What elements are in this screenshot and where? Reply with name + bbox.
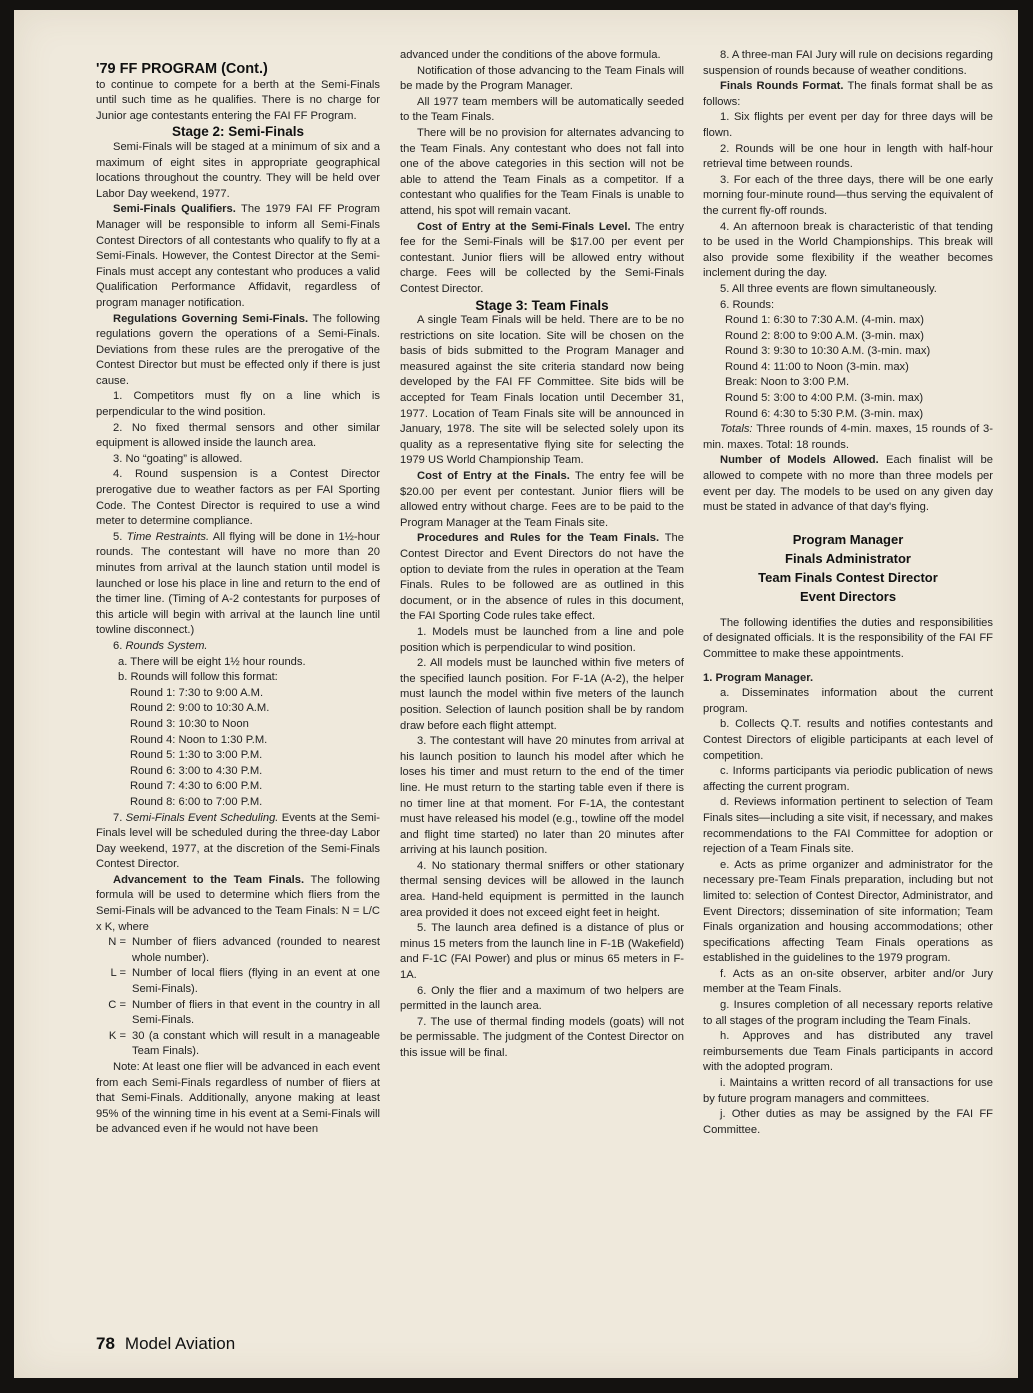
list-item: a. There will be eight 1½ hour rounds. xyxy=(118,655,306,668)
definition-text: Number of fliers in that event in the country in all Semi-Finals. xyxy=(132,998,380,1027)
paragraph: 6. Only the flier and a maximum of two helpers are permitted in the launch area. xyxy=(400,984,684,1013)
paragraph: All 1977 team members will be automatically seeded to the Team Finals. xyxy=(400,95,684,124)
paragraph: 3. No “goating” is allowed. xyxy=(113,452,243,465)
program-manager-heading xyxy=(703,671,993,687)
round-item: Round 6: 3:00 to 4:30 P.M. xyxy=(130,764,263,777)
definition-text: Number of fliers advanced (rounded to nearest whole number). xyxy=(132,936,380,964)
paragraph: A single Team Finals will be held. There are to be no restrictions on site location. Site will be chosen on the basis of bids submitted to the Program Manager and measured against the site criteria standard now being developed by the FAI FF Committee. Site bids will be accepted for Team Finals location until December 31, 1977. Location of Team Finals site will be announced in January, 1978. The site will be selected solely upon its quality as a representative flying site for selecting the 1979 US World Championship Team. xyxy=(400,314,684,467)
paragraph: Notification of those advancing to the Team Finals will be made by the Program Manager. xyxy=(400,64,684,93)
magazine-name: Model Aviation xyxy=(124,1334,236,1353)
officials-heading xyxy=(703,530,993,606)
paragraph: 7. The use of thermal finding models (goats) will not be permissable. The judgment of the Contest Director on this issue will be final. xyxy=(400,1015,684,1059)
duty-item: g. Insures completion of all necessary reports relative to all stages of the program including the Team Finals. xyxy=(703,999,993,1027)
officials-heading-line: Event Directors xyxy=(799,588,897,604)
paragraph: 2. Rounds will be one hour in length with half-hour retrieval time between rounds. xyxy=(703,142,993,171)
duty-item: b. Collects Q.T. results and notifies contestants and Contest Directors of eligible participants at each level of competition. xyxy=(703,718,993,762)
duty-item: c. Informs participants via periodic publication of news affecting the current program. xyxy=(703,765,993,793)
duty-item: f. Acts as an on-site observer, arbiter and/or Jury member at the Team Finals. xyxy=(703,967,993,996)
paragraph-text: Three rounds of 4-min. maxes, 15 rounds of 3-min. maxes. Total: 18 rounds. xyxy=(703,423,993,451)
item-number: 7. xyxy=(113,811,126,824)
paragraph xyxy=(703,453,993,515)
paragraph: 4. No stationary thermal sniffers or other stationary thermal sensing devices will be allowed in the launch area. Hand-held equipment is permitted in the launch area provided it does not exceed eight feet in height. xyxy=(400,859,684,919)
paragraph xyxy=(703,422,993,453)
round-item: Round 3: 10:30 to Noon xyxy=(130,717,249,730)
run-in-heading: Number of Models Allowed. xyxy=(720,454,879,467)
round-item: Round 2: 9:00 to 10:30 A.M. xyxy=(130,702,270,715)
paragraph-text: The 1979 FAI FF Program Manager will be responsible to inform all Semi-Finals Contest Directors of all contestants who qualify to fly at a Semi-Finals. However, the Contest Director at the Semi-Finals must accept any contestant who produces a valid Qualification Performance Affidavit, regardless of program manager notification. xyxy=(96,203,380,309)
paragraph: 4. An afternoon break is characteristic of that tending to be used in the World Championships. This break will also provide some flexibility if the weather becomes inclement during the day. xyxy=(703,220,993,280)
paragraph-text: The following formula will be used to determine which fliers from the Semi-Finals will be advanced to the Team Finals: N = L/C x K, where xyxy=(96,873,381,933)
paragraph: The following identifies the duties and responsibilities of designated officials. It is the responsibility of the FAI FF Committee to make these appointments. xyxy=(703,616,993,660)
paragraph: 1. Six flights per event per day for three days will be flown. xyxy=(703,111,993,139)
paragraph xyxy=(703,79,993,110)
round-item: Round 2: 8:00 to 9:00 A.M. (3-min. max) xyxy=(725,329,924,342)
officials-heading-line: Program Manager xyxy=(792,531,904,547)
paragraph xyxy=(96,202,380,311)
column-3 xyxy=(703,48,993,1138)
paragraph xyxy=(400,220,684,298)
italic-heading: Rounds System. xyxy=(125,639,208,652)
item-number: 6. xyxy=(113,639,126,652)
paragraph-text: Each finalist will be allowed to compete with no more than three models per event per day. The models to be used on any given day must be stated in advance of that day's flying. xyxy=(703,454,993,514)
definition-text: Number of local fliers (flying in an event at one Semi-Finals). xyxy=(132,967,380,996)
definition-text: 30 (a constant which will result in a manageable Team Finals). xyxy=(132,1029,380,1058)
page-number: 78 xyxy=(96,1334,115,1353)
section-heading-stage-2: Stage 2: Semi-Finals xyxy=(171,124,305,140)
round-item: Round 4: Noon to 1:30 P.M. xyxy=(130,733,268,746)
semi-finals-rounds-list xyxy=(118,655,380,811)
paragraph: 4. Round suspension is a Contest Director prerogative due to weather factors as per FAI Sporting Code. The Contest Director is required to use a wind meter to determine compliance. xyxy=(96,468,380,528)
paragraph: 2. All models must be launched within five meters of the specified launch position. For F-1A (A-2), the helper must launch the model within five meters of the launch position. Selection of launch position shall be by random draw before each flight attempt. xyxy=(400,657,684,732)
paragraph: 3. The contestant will have 20 minutes from arrival at his launch position to launch his model after which he loses his timer and must return to the end of the timer line. He must return to the starting table even if there is no timer line at that moment. For F-1A, the contestant must have released his model (e.g., towline off the model and flight time started) no later than 20 minutes after arriving at his launch position. xyxy=(400,735,684,857)
run-in-heading: Cost of Entry at the Finals. xyxy=(417,470,570,483)
paragraph: 2. No fixed thermal sensors and other similar equipment is allowed inside the launch area. xyxy=(96,421,380,450)
paragraph: advanced under the conditions of the above formula. xyxy=(400,49,661,61)
paragraph: 1. Competitors must fly on a line which is perpendicular to the wind position. xyxy=(96,390,380,419)
paragraph xyxy=(96,811,380,873)
definition-symbol: C = xyxy=(108,998,126,1011)
paragraph: 8. A three-man FAI Jury will rule on decisions regarding suspension of rounds because of weather conditions. xyxy=(703,49,993,77)
paragraph-text: The finals format shall be as follows: xyxy=(703,80,993,108)
round-item: Round 5: 3:00 to 4:00 P.M. (3-min. max) xyxy=(725,392,924,405)
officials-heading-line: Team Finals Contest Director xyxy=(758,569,938,585)
duty-item: d. Reviews information pertinent to selection of Team Finals sites—including a site visit, if necessary, and makes recommendations to the FAI Committee for adoption or rejection of a Team Finals site. xyxy=(703,796,993,856)
definition-row xyxy=(96,966,380,997)
duty-item: i. Maintains a written record of all transactions for use by future program managers and committees. xyxy=(703,1077,993,1105)
definition-row xyxy=(96,1029,380,1060)
paragraph: 5. All three events are flown simultaneously. xyxy=(720,282,937,295)
italic-heading: Semi-Finals Event Scheduling. xyxy=(125,811,279,824)
paragraph: 5. The launch area defined is a distance of plus or minus 15 meters from the launch line in F-1B (Wakefield) and F-1C (FAI Power) and plus or minus 65 meters in F-1A. xyxy=(400,922,684,982)
paragraph: 3. For each of the three days, there will be one early morning four-minute round—thus serving the equivalent of the current fly-off rounds. xyxy=(703,173,993,217)
magazine-page xyxy=(14,10,1018,1378)
definition-row xyxy=(96,935,380,966)
paragraph xyxy=(400,469,684,531)
paragraph-text: The entry fee will be $20.00 per event per contestant. Junior fliers will be allowed entry without charge. Fees are to be paid to the Program Manager at the Team Finals site. xyxy=(400,470,684,529)
page-footer xyxy=(96,1334,235,1354)
definition-symbol: N = xyxy=(108,936,126,949)
definition-row xyxy=(96,998,380,1029)
round-item: Round 6: 4:30 to 5:30 P.M. (3-min. max) xyxy=(725,407,924,420)
duty-item: a. Disseminates information about the current program. xyxy=(703,687,993,715)
round-item: Round 3: 9:30 to 10:30 A.M. (3-min. max) xyxy=(725,345,931,358)
paragraph: There will be no provision for alternates advancing to the Team Finals. Any contestant who does not fall into one of the above categories in this section will not be able to attend the Team Finals as a competitor. If a contestant who qualifies for the Team Finals is unable to attend, his spot will remain vacant. xyxy=(400,126,684,217)
run-in-heading: Regulations Governing Semi-Finals. xyxy=(113,312,309,325)
round-item: Round 4: 11:00 to Noon (3-min. max) xyxy=(725,360,909,373)
formula-definitions xyxy=(96,935,380,1060)
run-in-heading: Finals Rounds Format. xyxy=(720,80,844,93)
round-item: Round 7: 4:30 to 6:00 P.M. xyxy=(130,780,263,793)
round-item: Round 8: 6:00 to 7:00 P.M. xyxy=(130,795,263,808)
paragraph-text: The following regulations govern the operations of a Semi-Finals. Deviations from these rules are the prerogative of the Contest Director but must be effected only if there is just cause. xyxy=(96,312,380,387)
finals-rounds-list xyxy=(725,313,993,422)
definition-symbol: K = xyxy=(108,1029,126,1042)
paragraph: Note: At least one flier will be advanced in each event from each Semi-Finals regardless of number of fliers at that Semi-Finals. Additionally, anyone making at least 95% of the winning time in his event at a Semi-Finals will be advanced even if he would not have been xyxy=(96,1061,380,1136)
italic-heading: Totals: xyxy=(720,423,753,436)
round-item: Round 5: 1:30 to 3:00 P.M. xyxy=(130,749,263,762)
duty-item: h. Approves and has distributed any travel reimbursements due Team Finals participants in accord with the adopted program. xyxy=(703,1030,993,1074)
duty-item: j. Other duties as may be assigned by the FAI FF Committee. xyxy=(703,1108,993,1136)
paragraph-text: Events at the Semi-Finals level will be scheduled during the three-day Labor Day weekend, 1977, at the discretion of the Semi-Finals Contest Director. xyxy=(96,811,380,871)
paragraph xyxy=(96,639,380,655)
run-in-heading: Semi-Finals Qualifiers. xyxy=(113,203,236,216)
paragraph xyxy=(400,531,684,625)
column-2 xyxy=(400,48,684,1062)
run-in-heading: Cost of Entry at the Semi-Finals Level. xyxy=(417,220,631,233)
paragraph: to continue to compete for a berth at the Semi-Finals until such time as he qualifies. There is no charge for Junior age contestants entering the FAI FF Program. xyxy=(96,78,380,122)
paragraph: 6. Rounds: xyxy=(720,298,775,311)
paragraph: Semi-Finals will be staged at a minimum of six and a maximum of eight sites in appropriate geographical locations throughout the country. They will be held over Labor Day weekend, 1977. xyxy=(96,140,380,200)
running-head: '79 FF PROGRAM (Cont.) xyxy=(96,61,268,77)
column-1 xyxy=(96,62,380,1138)
run-in-heading: Procedures and Rules for the Team Finals. xyxy=(417,532,660,545)
duty-item: e. Acts as prime organizer and administrator for the necessary pre-Team Finals preparation, including but not limited to: selection of Contest Director, Administrator, and Event Directors; dissemination of site information; Team Finals organization and housing accommodations; other specifications affecting Team Finals operations as established in the guidelines to the 1979 program. xyxy=(703,858,993,965)
round-item: Break: Noon to 3:00 P.M. xyxy=(725,376,850,389)
paragraph: 1. Models must be launched from a line and pole position which is perpendicular to wind position. xyxy=(400,625,684,654)
definition-symbol: L = xyxy=(110,967,126,980)
list-item: b. Rounds will follow this format: xyxy=(118,671,278,684)
paragraph xyxy=(96,530,380,639)
paragraph xyxy=(96,873,380,935)
paragraph xyxy=(96,312,380,390)
run-in-heading: Advancement to the Team Finals. xyxy=(113,873,305,886)
section-heading-stage-3: Stage 3: Team Finals xyxy=(475,297,609,313)
italic-heading: Time Restraints. xyxy=(126,530,210,543)
round-item: Round 1: 6:30 to 7:30 A.M. (4-min. max) xyxy=(725,314,924,327)
run-in-heading: 1. Program Manager. xyxy=(703,671,814,684)
paragraph-text: The entry fee for the Semi-Finals will be $17.00 per event per contestant. Junior fliers will be allowed entry without charge. Fees will be collected by the Semi-Finals Contest Director. xyxy=(400,220,685,295)
paragraph-text: The Contest Director and Event Directors do not have the option to deviate from the rules in operation at the Team Finals. Rules to be followed are as outlined in this document, or in the absence of rules in this document, the FAI Sporting Code rules take effect. xyxy=(400,532,684,623)
item-number: 5. xyxy=(113,530,127,543)
paragraph-text: All flying will be done in 1½-hour rounds. The contestant will have no more than 20 minutes from arrival at the launch station until model is launched or lose his place in line and return to the end of the timer line. (Timing of A-2 contestants for purposes of this article will begin with arrival at the launch line until towline disconnect.) xyxy=(96,530,380,637)
round-item: Round 1: 7:30 to 9:00 A.M. xyxy=(130,686,264,699)
officials-heading-line: Finals Administrator xyxy=(785,550,911,566)
